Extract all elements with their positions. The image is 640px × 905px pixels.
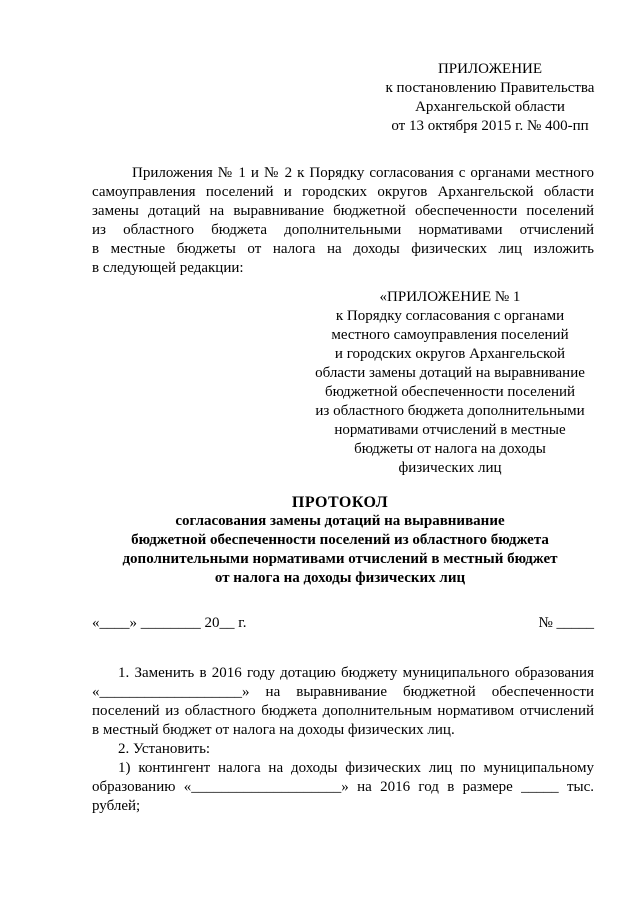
appendix-1-line-6: бюджетной обеспеченности поселений [324,384,576,400]
protocol-heading [80,493,600,588]
header-line-3: от 13 октября 2015 г. № 400-пп [391,118,589,134]
intro-line-6: в следующей редакции: [92,260,244,276]
body-p3-line-1: 1) контингент налога на доходы физических лиц по муниципальному [118,760,594,776]
appendix-1-block [300,288,600,478]
intro-line-4: из областного бюджета дополнительными нормативами отчислений [92,222,594,238]
appendix-1-line-10: физических лиц [398,460,502,476]
body-p1-line-3: поселений из областного бюджета дополнительным нормативом отчислений [92,703,594,719]
intro-line-3: замены дотаций на выравнивание бюджетной обеспеченности поселений [92,203,594,219]
date-number-row [92,614,594,633]
protocol-subtitle-3: дополнительными нормативами отчислений в местный бюджет [122,551,558,567]
protocol-body [92,664,594,816]
body-p3-line-2: образованию «____________________» на 2016 год в размере _____ тыс. [92,779,594,795]
appendix-1-line-3: местного самоуправления поселений [331,327,569,343]
body-p1-line-4: в местный бюджет от налога на доходы физических лиц. [92,722,455,738]
intro-line-5: в местные бюджеты от налога на доходы физических лиц изложить [92,241,594,257]
appendix-1-line-7: из областного бюджета дополнительными [315,403,585,419]
appendix-1-line-2: к Порядку согласования с органами [335,308,565,324]
protocol-subtitle-4: от налога на доходы физических лиц [214,570,466,586]
protocol-number: № _____ [538,615,594,631]
appendix-1-line-1: «ПРИЛОЖЕНИЕ № 1 [379,289,521,305]
protocol-subtitle-1: согласования замены дотаций на выравнивание [175,513,505,529]
appendix-1-line-4: и городских округов Архангельской [334,346,566,362]
appendix-1-line-8: нормативами отчислений в местные [334,422,566,438]
protocol-title: ПРОТОКОЛ [291,494,389,511]
header-line-1: к постановлению Правительства [385,80,595,96]
protocol-subtitle-2: бюджетной обеспеченности поселений из областного бюджета [131,532,549,548]
intro-line-1: Приложения № 1 и № 2 к Порядку согласования с органами местного [132,165,594,181]
body-p1-line-1: 1. Заменить в 2016 году дотацию бюджету муниципального образования [118,665,594,681]
body-p3-line-3: рублей; [92,798,141,814]
body-p2: 2. Установить: [118,741,211,757]
protocol-date: «____» ________ 20__ г. [92,615,247,631]
intro-paragraph [92,164,594,278]
appendix-1-line-9: бюджеты от налога на доходы [354,441,546,457]
intro-line-2: самоуправления поселений и городских округов Архангельской области [92,184,594,200]
appendix-1-line-5: области замены дотаций на выравнивание [315,365,585,381]
header-title: ПРИЛОЖЕНИЕ [437,61,543,77]
body-p1-line-2: «___________________» на выравнивание бюджетной обеспеченности [92,684,594,700]
appendix-header [360,60,620,136]
header-line-2: Архангельской области [415,99,565,115]
